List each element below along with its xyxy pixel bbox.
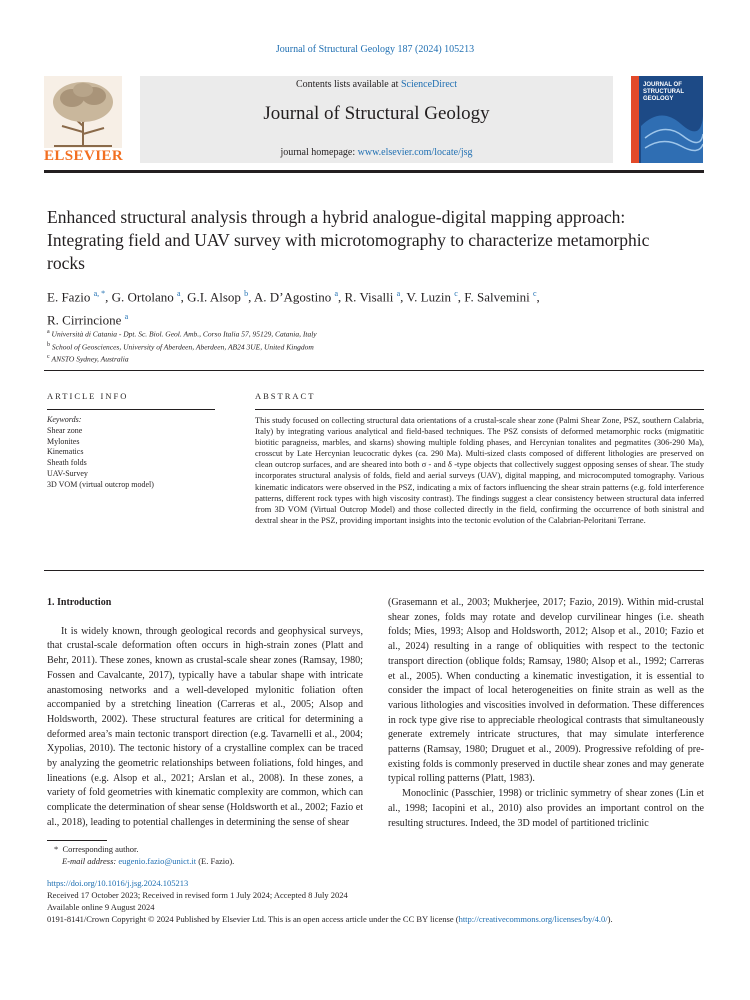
body-paragraph: Monoclinic (Passchier, 1998) or triclinic symmetry of shear zones (Lin et al., 1998; Iacopini et al., 2010) also provides an important control on the resulting structures. Indeed, the 3D model of partitioned triclinic <box>388 788 704 829</box>
corresponding-author-note <box>54 843 694 855</box>
affiliation-item <box>47 352 687 365</box>
author-affiliation-marker[interactable]: a, * <box>93 289 106 298</box>
sciencedirect-link[interactable]: ScienceDirect <box>400 79 458 90</box>
keyword-item: Mylonites <box>47 436 80 446</box>
email-line <box>54 855 694 867</box>
email-suffix: (E. Fazio). <box>198 856 235 866</box>
license-text: 0191-8141/Crown Copyright © 2024 Published by Elsevier Ltd. This is an open access article under the CC BY license ( <box>47 914 459 924</box>
journal-cover-image <box>631 76 703 163</box>
author-affiliation-marker[interactable]: a <box>396 289 401 298</box>
license-line <box>47 913 707 925</box>
author-affiliation-marker[interactable]: a <box>177 289 181 298</box>
doi-link[interactable]: https://doi.org/10.1016/j.jsg.2024.105213 <box>47 878 189 888</box>
keywords-label: Keywords: <box>47 415 82 424</box>
tree-icon <box>44 76 122 148</box>
contents-line <box>140 79 613 90</box>
email-label: E-mail address: <box>62 856 117 866</box>
author-name[interactable]: R. Visalli <box>344 289 394 305</box>
author-affiliation-marker[interactable]: c <box>454 289 458 298</box>
article-title: Enhanced structural analysis through a hybrid analogue-digital mapping approach: Integrating field and UAV survey with microtomography to characterize metamorphic rocks <box>47 207 650 273</box>
author-name[interactable]: R. Cirrincione <box>47 312 122 328</box>
keyword-item: Sheath folds <box>47 458 87 468</box>
author-name[interactable]: V. Luzin <box>406 289 451 305</box>
email-link[interactable]: eugenio.fazio@unict.it <box>118 856 197 866</box>
article-info-heading: ARTICLE INFO <box>47 391 129 401</box>
cover-art-icon <box>631 76 703 163</box>
publisher-wordmark: ELSEVIER <box>44 148 124 164</box>
affiliation-text: School of Geosciences, University of Aberdeen, Aberdeen, AB24 3UE, United Kingdom <box>51 342 314 351</box>
keyword-item: 3D VOM (virtual outcrop model) <box>47 479 154 489</box>
footnote <box>54 843 694 867</box>
cover-title: JOURNAL OF STRUCTURAL GEOLOGY <box>643 82 684 102</box>
history-dates: Received 17 October 2023; Received in revised form 1 July 2024; Accepted 8 July 2024 <box>47 890 348 900</box>
keyword-item: Shear zone <box>47 425 83 435</box>
footnote-marker: * <box>54 844 59 854</box>
body-column-left <box>47 596 363 831</box>
contents-prefix: Contents lists available at <box>295 79 401 90</box>
author-affiliation-marker[interactable]: a <box>334 289 339 298</box>
body-paragraph: It is widely known, through geological records and geophysical surveys, that crustal-scale deformation often occurs in high-strain zones (Platt and Behr, 2011). These zones, known as crustal-scale shear zones (Ramsay, 1980; Fossen and Cavalcante, 2017), typically have a tabular shape with intricate anastomosing networks and a well-developed mylonitic foliation often accompanied by a stretching lineation (Carreras et al., 2005; Alsop and Holdsworth, 2002). These structural features are critical for determining a deformed area’s main tectonic transport direction (e.g. Tavarnelli et al., 2004; Xypolias, 2010). The tectonic history of a crystalline complex can be traced by analyzing the geometric relationships between foliations, fold hinges, and lineations (e.g. Alsop et al., 2021; Arslan et al., 2008). In these zones, a variety of fold geometries with kinematic complexity are common, which can complicate the determination of shear sense (Holdsworth et al., 2002; Fazio et al., 2018), leading to potential challenges in determining the sense of shear <box>47 625 363 828</box>
license-suffix: ). <box>607 914 613 924</box>
available-online-date: Available online 9 August 2024 <box>47 902 155 912</box>
journal-title: Journal of Structural Geology <box>263 103 490 124</box>
author-affiliation-marker[interactable]: c <box>532 289 537 298</box>
affiliation-text: Università di Catania - Dpt. Sc. Biol. Geol. Amb., Corso Italia 57, 95129, Catania, Italy <box>51 329 317 339</box>
keyword-item: Kinematics <box>47 447 84 457</box>
body-paragraph: (Grasemann et al., 2003; Mukherjee, 2017; Fazio, 2019). Within mid-crustal shear zones, folds may rotate and develop curvilinear hinges (i.e. sheath folds; Mies, 1993; Alsop and Holdsworth, 2012; Alsop et al., 2010; Fazio et al., 2024) resulting in a range of obliquities with respect to the tectonic transport direction (oblique folds; Ramsay, 1980; Alsop et al., 1992; Carreras et al., 2005). When conducting a kinematic investigation, it is essential to consider the impact of local heterogeneities on finite strain as well as the various lithologies and viscosities involved in deformation. These differences in rock type give rise to appreciable rheological contrasts that simultaneously generate extremely intricate structures, that may simulate interference patterns (Ramsay, 1980; Druguet et al., 2009). Progressive refolding of pre-existing folds is commonly preserved in ductile shear zones and may generate typical rolling patterns (Platt, 1983). <box>388 597 704 785</box>
journal-reference[interactable]: Journal of Structural Geology 187 (2024) 105213 <box>275 44 475 55</box>
homepage-line <box>140 147 613 158</box>
abstract-bottom-rule <box>44 570 704 571</box>
abstract-heading: ABSTRACT <box>255 391 316 401</box>
affiliation-item <box>47 340 687 353</box>
homepage-link[interactable]: www.elsevier.com/locate/jsg <box>357 147 473 158</box>
affiliation-marker: a <box>47 329 50 335</box>
affiliation-marker: b <box>47 341 50 348</box>
author-list: E. Fazio $^{a, *}$, G. Ortolano $^a$, G.I. Alsop $^b$, A. D’Agostino $^a$, R. Visalli $^a$, V. Luzin $^c$, F. Salvemini $^c$, R. Cirrincione $^a$ <box>47 289 540 328</box>
body-column-right <box>388 596 704 831</box>
affiliation-rule <box>44 370 704 371</box>
corresponding-label: Corresponding author. <box>62 844 139 854</box>
header-rule <box>44 170 704 173</box>
abstract-rule <box>255 409 704 410</box>
section-heading-introduction: 1. Introduction <box>47 597 112 608</box>
affiliation-item <box>47 327 687 340</box>
affiliation-list <box>47 327 687 365</box>
homepage-prefix: journal homepage: <box>280 147 358 158</box>
affiliation-marker: c <box>47 354 50 360</box>
keywords-block <box>47 415 227 491</box>
article-info-rule <box>47 409 215 410</box>
author-name[interactable]: E. Fazio <box>47 289 91 305</box>
abstract-text: This study focused on collecting structural data orientations of a crustal-scale shear zone (Palmi Shear Zone, PSZ, southern Calabria, Italy) by integrating various analytical and field-based techniques. The PSZ consists of deformed metamorphic rocks (migmatitic biotitic paragneiss, marbles, and skarns) showing multiple folding phases, and Hercynian tonalites and pegmatites (306-290 Ma), crosscut by Late Hercynian leucocratic dykes (ca. 290 Ma). Multi-sized clasts composed of different lithologies are preserved on clean outcrop surfaces, and are sheared into both σ - and δ -type objects that collectively suggest opposing senses of shear. The study incorporates structural analysis of folds, field and aerial surveys (UAV), digital mapping, and microcomputed tomography. Various kinematic indicators were observed in the PSZ, indicating a mix of factors influencing the shear strain patterns (e.g. fold interference patterns, different rock types with high viscosity contrast). The findings suggest a clear consistency between structural data inferred from 3D VOM (Virtual Outcrop Model) and those collected directly in the field, confirming the occurrence of both sinistral and dextral shear in the PSZ, providing important insights into the tectonic evolution of the Calabrian-Peloritani Terrane. <box>255 416 704 525</box>
author-affiliation-marker[interactable]: a <box>124 312 129 322</box>
keyword-item: UAV-Survey <box>47 468 88 478</box>
author-name[interactable]: G. Ortolano <box>111 289 174 305</box>
affiliation-text: ANSTO Sydney, Australia <box>51 354 129 364</box>
license-link[interactable]: http://creativecommons.org/licenses/by/4.0/ <box>458 914 608 924</box>
author-name[interactable]: F. Salvemini <box>464 289 530 305</box>
footnote-rule <box>47 840 107 841</box>
author-name[interactable]: A. D’Agostino <box>253 289 332 305</box>
article-meta <box>47 877 707 925</box>
author-affiliation-marker[interactable]: b <box>244 289 249 298</box>
author-name[interactable]: G.I. Alsop <box>187 289 241 305</box>
